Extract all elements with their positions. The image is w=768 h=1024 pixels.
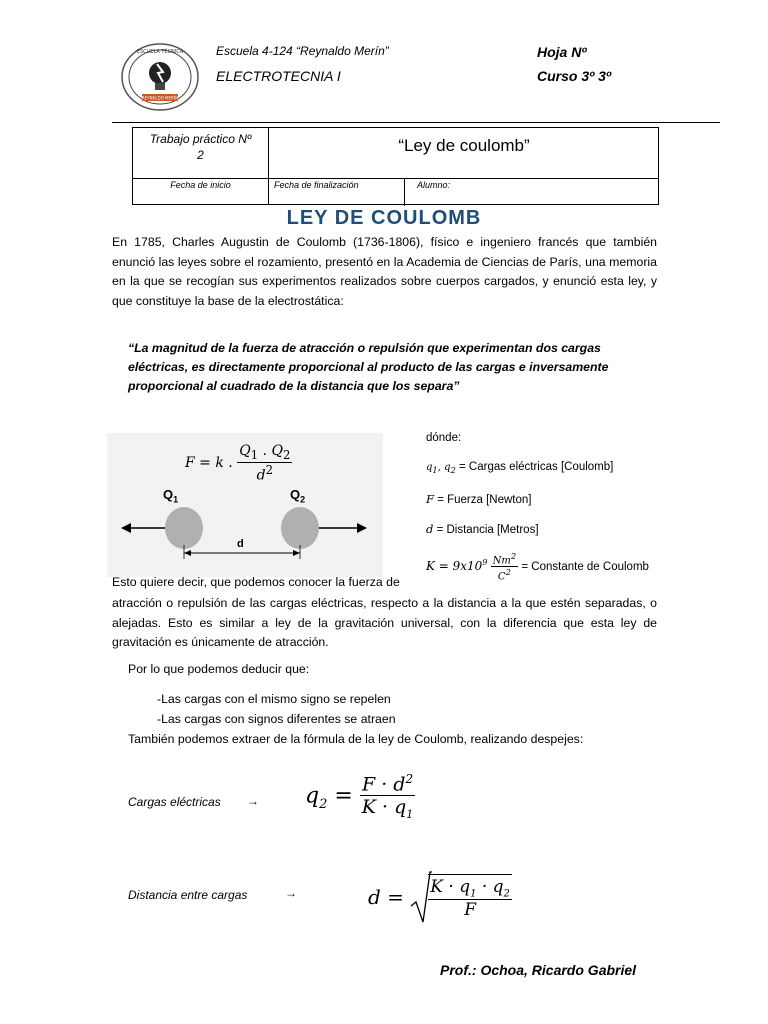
subject-name: ELECTROTECNIA I — [216, 68, 341, 84]
end-date-field: Fecha de finalización — [274, 180, 359, 190]
law-quote: “La magnitud de la fuerza de atracción o repulsión que experimentan dos cargas eléctricas, es directamente proporcional al producto de las cargas e inversamente proporcional al cuadrado de la distancia que los separa” — [128, 341, 609, 393]
force-formula: F = k . $\frac{Q_1 . Q_2}{d^2}$ — [185, 443, 291, 484]
student-field: Alumno: — [417, 180, 451, 190]
bullet-attract: -Las cargas con signos diferentes se atraen — [157, 712, 396, 726]
school-logo — [120, 42, 200, 112]
footer-professor: Prof.: Ochoa, Ricardo Gabriel — [440, 962, 637, 978]
header-divider — [112, 122, 720, 123]
charge-q2 — [281, 507, 319, 549]
distance-label: d — [237, 538, 244, 550]
charges-formula-label: Cargas eléctricas — [128, 795, 221, 809]
svg-text:REYNALDO MERÍN: REYNALDO MERÍN — [141, 95, 179, 101]
distance-formula-label: Distancia entre cargas — [128, 888, 248, 902]
tp-title: “Ley de coulomb” — [398, 136, 530, 155]
explain-paragraph: atracción o repulsión de las cargas eléctricas, respecto a la distancia a la que estén separadas, o alejadas. Esto es similar a ley de la gravitación universal, con la diferencia que esta ley de gravitación es únicamente de atracción. — [112, 596, 657, 649]
legend-donde: dónde: — [426, 432, 462, 444]
page-title: LEY DE COULOMB — [286, 207, 482, 229]
legend-constant: $K = 9x10^9$ $\frac{Nm^2}{C^2}$ = Constante de Coulomb — [426, 551, 649, 583]
sheet-label: Hoja Nº — [537, 44, 587, 60]
charges-drawing — [107, 433, 383, 577]
distance-formula: d = $\frac{K \cdot q_1 \cdot q_2}{F}$ — [368, 870, 512, 924]
assignment-table — [132, 127, 659, 205]
school-name: Escuela 4-124 “Reynaldo Merín” — [216, 44, 389, 58]
course-label: Curso 3º 3º — [537, 68, 612, 84]
charge-q1 — [165, 507, 203, 549]
charge-q2-label: $Q_2$ — [290, 487, 306, 505]
charge-q1-label: $Q_1$ — [163, 487, 179, 505]
bullet-repel: -Las cargas con el mismo signo se repelen — [157, 692, 391, 706]
start-date-field: Fecha de inicio — [170, 180, 231, 190]
legend-charges: $q_1$, $q_2$ = Cargas eléctricas [Coulomb] — [426, 461, 614, 475]
explain-first-line: Esto quiere decir, que podemos conocer la fuerza de — [112, 575, 400, 589]
arrow-icon: → — [285, 886, 297, 900]
charge-formula: $q_2$ = $\frac{F \cdot d^2}{K \cdot q_1}$ — [305, 772, 414, 822]
extract-text: También podemos extraer de la fórmula de la ley de Coulomb, realizando despejes: — [128, 732, 584, 746]
legend-distance: d = Distancia [Metros] — [426, 522, 539, 536]
arrow-icon: → — [247, 794, 259, 808]
tp-label: Trabajo práctico Nº 2 — [149, 132, 252, 162]
coulomb-diagram — [107, 433, 383, 577]
legend-force: F = Fuerza [Newton] — [426, 492, 532, 506]
svg-text:ESCUELA TÉCNICA: ESCUELA TÉCNICA — [136, 49, 184, 55]
deduce-text: Por lo que podemos deducir que: — [128, 662, 310, 676]
intro-paragraph: En 1785, Charles Augustin de Coulomb (1736-1806), físico e ingeniero francés que también enunció las leyes sobre el rozamiento, presentó en la Academia de Ciencias de París, una memoria en la que se recogían sus experimentos realizados sobre cuerpos cargados, y enunció esta ley, y que constituye la base de la electrostática: — [112, 235, 657, 308]
